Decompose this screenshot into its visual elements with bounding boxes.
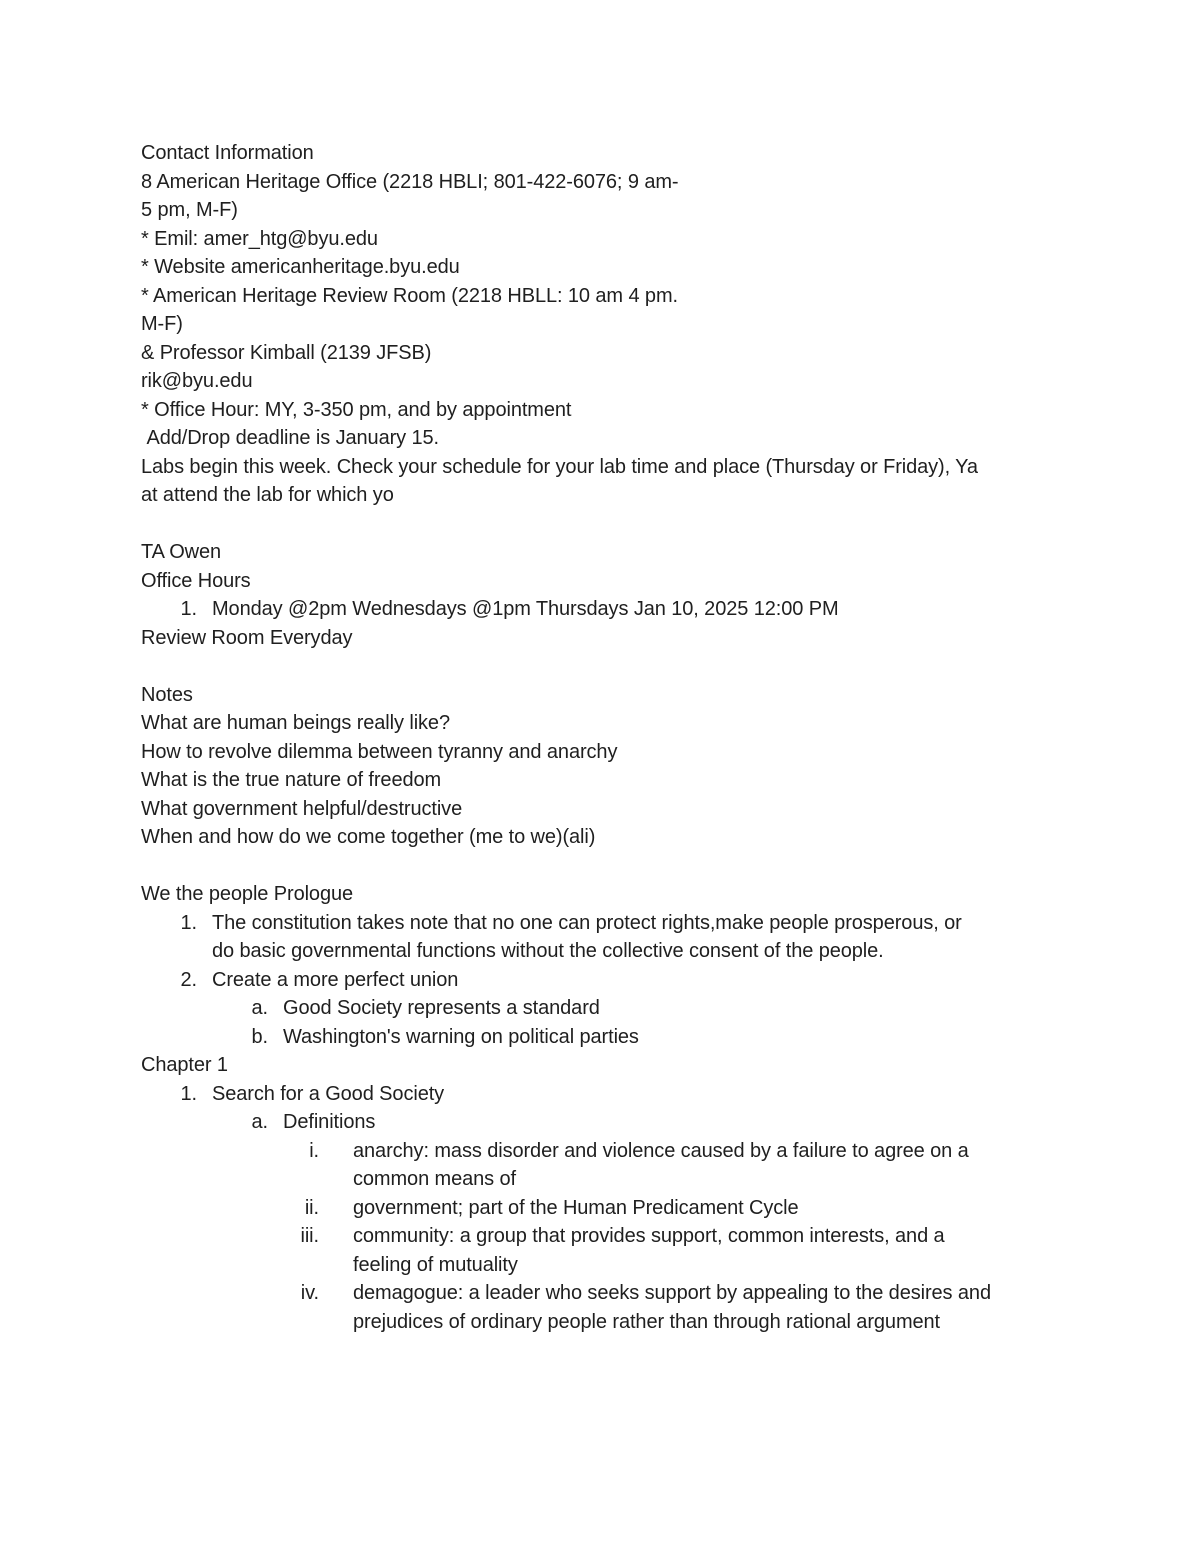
contact-line: * American Heritage Review Room (2218 HBLL: 10 am 4 pm. [141, 284, 678, 307]
notes-line: What is the true nature of freedom [141, 769, 442, 791]
contact-line: * Emil: amer_htg@byu.edu [141, 227, 378, 250]
chapter-subitem [141, 1108, 1061, 1137]
list-marker: ii. [304, 1196, 319, 1219]
prologue-item [141, 966, 1061, 995]
contact-line: Labs begin this week. Check your schedule for your lab time and place (Thursday or Friday), Ya [141, 455, 978, 478]
notes-line: How to revolve dilemma between tyranny and anarchy [141, 740, 618, 763]
list-marker: iv. [300, 1282, 319, 1304]
notes-heading: Notes [141, 683, 193, 706]
list-item-text: Monday @2pm Wednesdays @1pm Thursdays Jan 10, 2025 12:00 PM [212, 598, 839, 620]
spacer [141, 510, 1061, 539]
notes-line: When and how do we come together (me to we)(ali) [141, 826, 596, 848]
definition-text: prejudices of ordinary people rather than through rational argument [353, 1310, 941, 1333]
spacer [141, 852, 1061, 881]
spacer [141, 652, 1061, 681]
prologue-heading: We the people Prologue [141, 883, 354, 905]
contact-line: M-F) [141, 313, 183, 335]
contact-line: Add/Drop deadline is January 15. [141, 427, 440, 449]
contact-line: 5 pm, M-F) [141, 199, 238, 221]
definition-item [141, 1137, 1061, 1194]
list-item-text: Create a more perfect union [212, 968, 459, 991]
list-item-text: Definitions [283, 1111, 376, 1133]
list-item-text: Good Society represents a standard [283, 997, 600, 1019]
prologue-subitem [141, 994, 1061, 1023]
list-marker: 1. [180, 1082, 197, 1105]
ta-name: TA Owen [141, 541, 222, 563]
document-body [141, 139, 1061, 1336]
list-item-text: The constitution takes note that no one can protect rights,make people prosperous, or [212, 911, 962, 934]
ta-office-hours-label: Office Hours [141, 569, 251, 592]
list-marker: a. [251, 1111, 268, 1133]
contact-line: * Website americanheritage.byu.edu [141, 256, 460, 278]
definition-item [141, 1194, 1061, 1223]
chapter-heading: Chapter 1 [141, 1054, 228, 1076]
definition-item [141, 1279, 1061, 1336]
contact-line: at attend the lab for which yo [141, 484, 394, 506]
list-item-text: Search for a Good Society [212, 1082, 445, 1105]
ta-review-room: Review Room Everyday [141, 626, 353, 649]
definition-text: feeling of mutuality [353, 1253, 518, 1276]
definition-text: demagogue: a leader who seeks support by appealing to the desires and [353, 1282, 991, 1304]
definition-text: community: a group that provides support, common interests, and a [353, 1225, 945, 1247]
definition-text: government; part of the Human Predicament Cycle [353, 1196, 799, 1219]
chapter-item [141, 1080, 1061, 1109]
prologue-item [141, 909, 1061, 966]
definition-text: common means of [353, 1168, 517, 1190]
contact-heading: Contact Information [141, 142, 314, 164]
contact-line: & Professor Kimball (2139 JFSB) [141, 341, 432, 364]
definition-item [141, 1222, 1061, 1279]
contact-line: 8 American Heritage Office (2218 HBLI; 801-422-6076; 9 am- [141, 170, 679, 193]
definition-text: anarchy: mass disorder and violence caused by a failure to agree on a [353, 1139, 969, 1162]
list-marker: 1. [180, 598, 197, 620]
ta-office-hours-item [141, 595, 1061, 624]
list-marker: 2. [180, 968, 197, 991]
contact-line: rik@byu.edu [141, 370, 253, 392]
list-marker: 1. [180, 911, 197, 934]
contact-line: * Office Hour: MY, 3-350 pm, and by appointment [141, 398, 572, 421]
list-item-text: Washington's warning on political parties [283, 1025, 639, 1048]
list-marker: i. [309, 1139, 319, 1162]
prologue-subitem [141, 1023, 1061, 1052]
list-marker: iii. [300, 1225, 319, 1247]
list-marker: a. [251, 997, 268, 1019]
list-marker: b. [251, 1025, 268, 1048]
list-item-text: do basic governmental functions without the collective consent of the people. [212, 940, 884, 962]
notes-line: What are human beings really like? [141, 712, 450, 734]
notes-line: What government helpful/destructive [141, 797, 463, 820]
